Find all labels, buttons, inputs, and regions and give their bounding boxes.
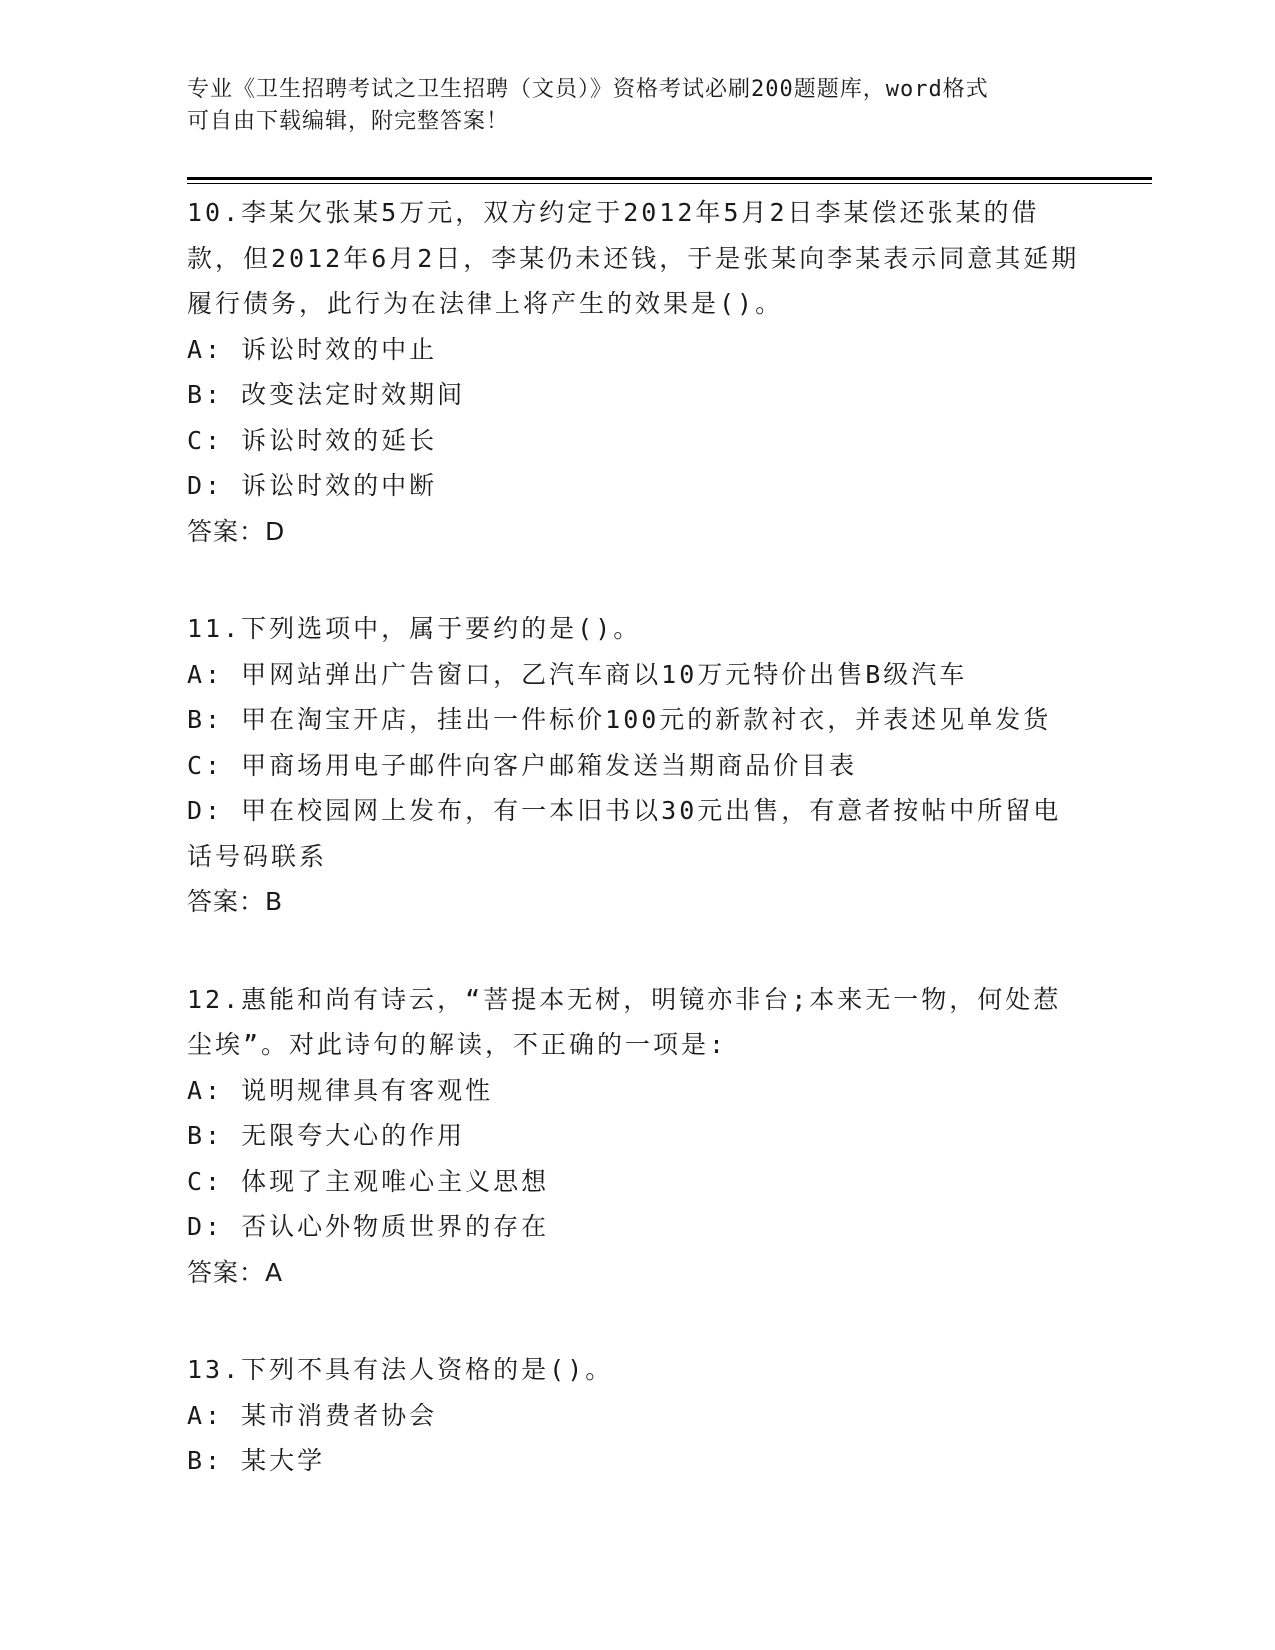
option-c: C: 甲商场用电子邮件向客户邮箱发送当期商品价目表 — [187, 750, 858, 780]
option-a: A: 说明规律具有客观性 — [187, 1075, 494, 1105]
question-11 — [187, 606, 1087, 925]
option-c: C: 诉讼时效的延长 — [187, 425, 438, 455]
answer: 答案：D — [187, 516, 286, 546]
option-d: D: 甲在校园网上发布，有一本旧书以30元出售，有意者按帖中所留电话号码联系 — [187, 796, 1062, 871]
answer: 答案：A — [187, 1257, 284, 1287]
option-b: B: 某大学 — [187, 1446, 326, 1475]
option-a: A: 诉讼时效的中止 — [187, 334, 438, 364]
option-b: B: 无限夸大心的作用 — [187, 1121, 466, 1150]
question-13 — [187, 1347, 1087, 1484]
answer: 答案：B — [187, 887, 284, 916]
option-b: B: 甲在淘宝开店，挂出一件标价100元的新款衬衣，并表述见单发货 — [187, 705, 1052, 734]
question-12 — [187, 977, 1087, 1296]
option-a: A: 甲网站弹出广告窗口，乙汽车商以10万元特价出售B级汽车 — [187, 659, 968, 689]
header-line-2: 可自由下载编辑，附完整答案！ — [187, 109, 510, 134]
question-stem: 13.下列不具有法人资格的是()。 — [187, 1355, 614, 1384]
question-stem: 12.惠能和尚有诗云，“菩提本无树，明镜亦非台;本来无一物，何处惹尘埃”。对此诗句的解读，不正确的一项是: — [187, 984, 1062, 1059]
question-stem: 11.下列选项中，属于要约的是()。 — [187, 614, 642, 643]
option-d: D: 诉讼时效的中断 — [187, 471, 438, 500]
header-divider-thick — [187, 177, 1152, 180]
option-a: A: 某市消费者协会 — [187, 1400, 438, 1430]
question-stem: 10.李某欠张某5万元，双方约定于2012年5月2日李某偿还张某的借款，但2012年6月2日，李某仍未还钱，于是张某向李某表示同意其延期履行债务，此行为在法律上将产生的效果是()。 — [187, 198, 1080, 318]
header-line-1: 专业《卫生招聘考试之卫生招聘（文员）》资格考试必刷200题题库，word格式 — [187, 77, 989, 102]
option-d: D: 否认心外物质世界的存在 — [187, 1212, 550, 1241]
header-divider-thin — [187, 183, 1152, 184]
question-list — [187, 190, 1087, 1536]
question-10 — [187, 190, 1087, 554]
document-header — [187, 74, 1067, 138]
option-b: B: 改变法定时效期间 — [187, 380, 466, 409]
option-c: C: 体现了主观唯心主义思想 — [187, 1166, 550, 1196]
